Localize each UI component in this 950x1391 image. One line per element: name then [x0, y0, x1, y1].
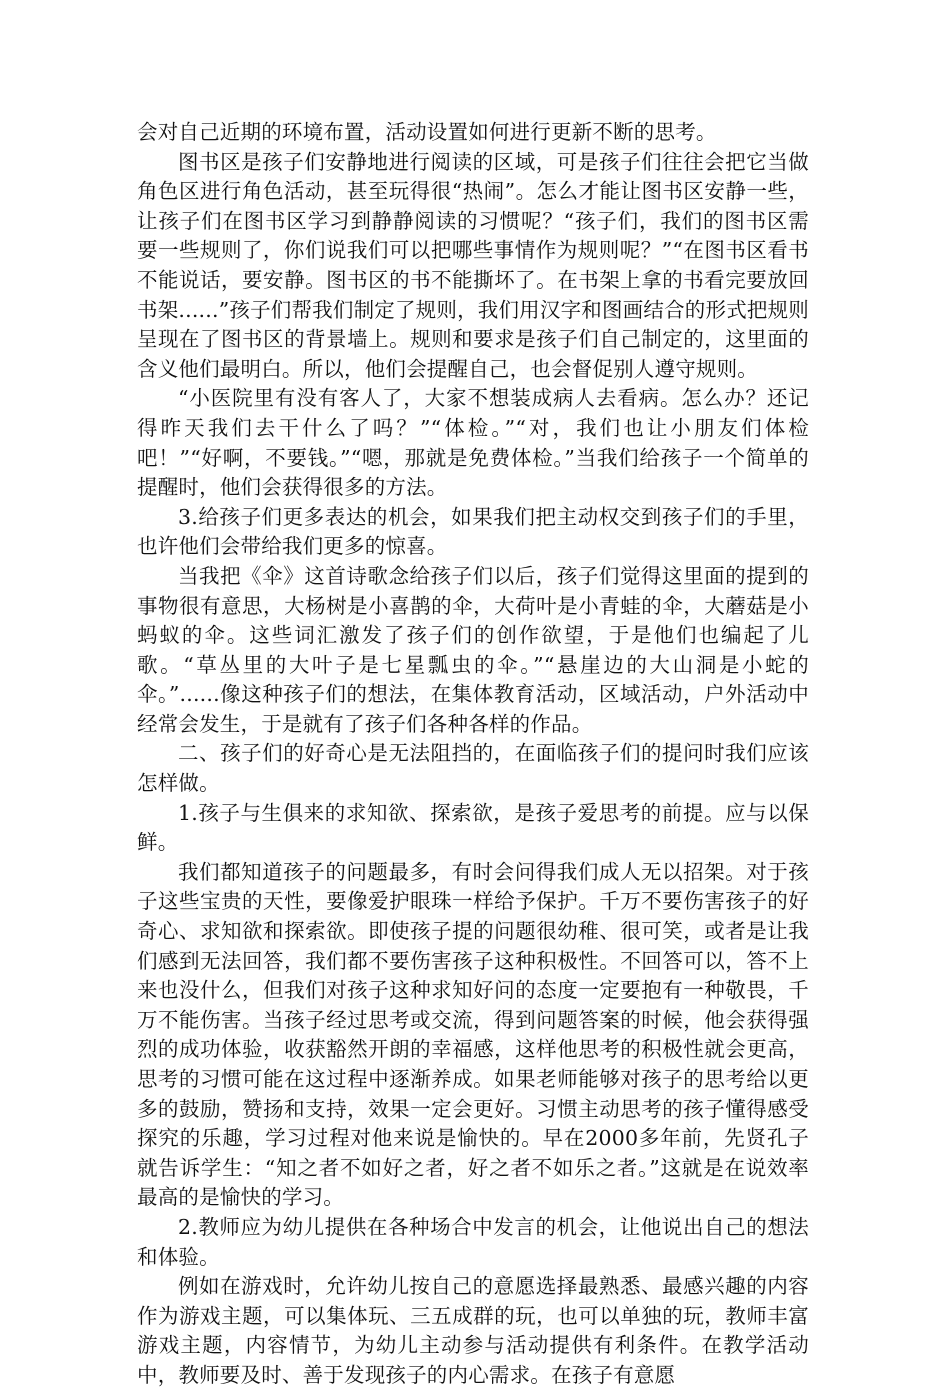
- paragraph-continuation: 会对自己近期的环境布置，活动设置如何进行更新不断的思考。: [137, 120, 717, 144]
- paragraph-game-example: 例如在游戏时，允许幼儿按自己的意愿选择最熟悉、最感兴趣的内容作为游戏主题，可以集体玩、三五成群的玩，也可以单独的玩，教师丰富游戏主题，内容情节，为幼儿主动参与活动提供有利条件。在教学活动中，教师要及时、善于发现孩子的内心需求。在孩子有意愿: [137, 1274, 809, 1387]
- paragraph-library-corner: 图书区是孩子们安静地进行阅读的区域，可是孩子们往往会把它当做角色区进行角色活动，甚至玩得很“热闹”。怎么才能让图书区安静一些，让孩子们在图书区学习到静静阅读的习惯呢？“孩子们，我们的图书区需要一些规则了，你们说我们可以把哪些事情作为规则呢？”“在图书区看书不能说话，要安静。图书区的书不能撕坏了。在书架上拿的书看完要放回书架......”孩子们帮我们制定了规则，我们用汉字和图画结合的形式把规则呈现在了图书区的背景墙上。规则和要求是孩子们自己制定的，这里面的含义他们最明白。所以，他们会提醒自己，也会督促别人遵守规则。: [137, 149, 809, 381]
- document-body: [137, 118, 809, 1391]
- paragraph-little-hospital: “小医院里有没有客人了，大家不想装成病人去看病。怎么办？还记得昨天我们去干什么了吗？”“体检。”“对，我们也让小朋友们体检吧！”“好啊，不要钱。”“嗯，那就是免费体检。”当我们给孩子一个简单的提醒时，他们会获得很多的方法。: [137, 386, 809, 500]
- paragraph-point-2: 2.教师应为幼儿提供在各种场合中发言的机会，让他说出自己的想法和体验。: [137, 1214, 809, 1269]
- section-heading-2: 二、孩子们的好奇心是无法阻挡的，在面临孩子们的提问时我们应该怎样做。: [137, 741, 809, 796]
- paragraph-curiosity: 我们都知道孩子的问题最多，有时会问得我们成人无以招架。对于孩子这些宝贵的天性，要像爱护眼珠一样给予保护。千万不要伤害孩子的好奇心、求知欲和探索欲。即使孩子提的问题很幼稚、很可笑，或者是让我们感到无法回答，我们都不要伤害孩子这种积极性。不回答可以，答不上来也没什么，但我们对孩子这种求知好问的态度一定要抱有一种敬畏，千万不能伤害。当孩子经过思考或交流，得到问题答案的时候，他会获得强烈的成功体验，收获豁然开朗的幸福感，这样他思考的积极性就会更高，思考的习惯可能在这过程中逐渐养成。如果老师能够对孩子的思考给以更多的鼓励，赞扬和支持，效果一定会更好。习惯主动思考的孩子懂得感受探究的乐趣，学习过程对他来说是愉快的。早在2000多年前，先贤孔子就告诉学生：“知之者不如好之者，好之者不如乐之者。”这就是在说效率最高的是愉快的学习。: [137, 859, 809, 1210]
- paragraph-umbrella-poem: 当我把《伞》这首诗歌念给孩子们以后，孩子们觉得这里面的提到的事物很有意思，大杨树是小喜鹊的伞，大荷叶是小青蛙的伞，大蘑菇是小蚂蚁的伞。这些词汇激发了孩子们的创作欲望，于是他们也编起了儿歌。“草丛里的大叶子是七星瓢虫的伞。”“悬崖边的大山洞是小蛇的伞。”......像这种孩子们的想法，在集体教育活动，区域活动，户外活动中经常会发生，于是就有了孩子们各种各样的作品。: [137, 563, 809, 736]
- paragraph-point-1: 1.孩子与生俱来的求知欲、探索欲，是孩子爱思考的前提。应与以保鲜。: [137, 800, 809, 855]
- paragraph-point-3: 3.给孩子们更多表达的机会，如果我们把主动权交到孩子们的手里，也许他们会带给我们更多的惊喜。: [137, 504, 809, 559]
